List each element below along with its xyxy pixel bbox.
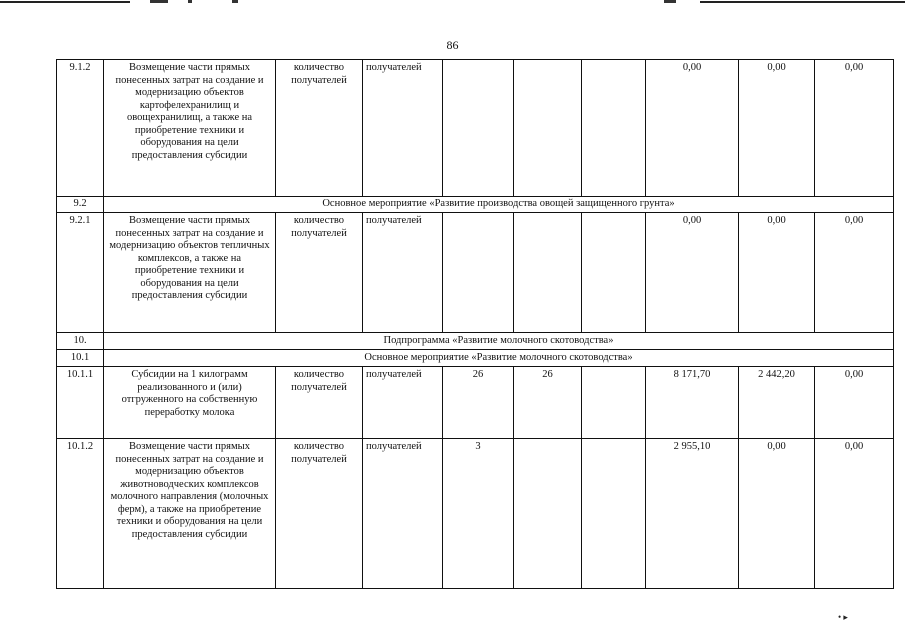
- section-row: [57, 197, 894, 213]
- row-number: 10.1.2: [57, 439, 104, 589]
- section-row: [57, 333, 894, 350]
- section-title: Подпрограмма «Развитие молочного скотоводства»: [104, 333, 894, 350]
- value-cell: [514, 439, 582, 589]
- top-border-line: [0, 0, 905, 4]
- value-cell: [514, 213, 582, 333]
- value-cell: 3: [443, 439, 514, 589]
- unit-cell: получателей: [363, 60, 443, 197]
- section-number: 10.1: [57, 350, 104, 367]
- measure-name: Возмещение части прямых понесенных затрат на создание и модернизацию объектов животноводческих комплексов молочного направления (молочных ферм), а также на приобретение техники и оборудования на цели предоставления субсидии: [104, 439, 276, 589]
- section-title: Основное мероприятие «Развитие производства овощей защищенного грунта»: [104, 197, 894, 213]
- table-row: [57, 60, 894, 197]
- row-number: 9.2.1: [57, 213, 104, 333]
- table-row: [57, 439, 894, 589]
- table-row: [57, 367, 894, 439]
- indicator-name: количество получателей: [276, 60, 363, 197]
- section-title: Основное мероприятие «Развитие молочного скотоводства»: [104, 350, 894, 367]
- finance-cell: 8 171,70: [646, 367, 739, 439]
- unit-cell: получателей: [363, 367, 443, 439]
- value-cell: [582, 439, 646, 589]
- section-number: 10.: [57, 333, 104, 350]
- finance-cell: 0,00: [739, 213, 815, 333]
- scan-marks: • ▸: [838, 612, 848, 622]
- finance-cell: 0,00: [815, 439, 894, 589]
- finance-cell: 0,00: [739, 60, 815, 197]
- finance-cell: 0,00: [646, 60, 739, 197]
- value-cell: [443, 213, 514, 333]
- value-cell: [514, 60, 582, 197]
- row-number: 10.1.1: [57, 367, 104, 439]
- finance-cell: 2 442,20: [739, 367, 815, 439]
- value-cell: [582, 213, 646, 333]
- finance-cell: 0,00: [815, 60, 894, 197]
- unit-cell: получателей: [363, 439, 443, 589]
- section-number: 9.2: [57, 197, 104, 213]
- row-number: 9.1.2: [57, 60, 104, 197]
- finance-cell: 0,00: [815, 367, 894, 439]
- measure-name: Субсидии на 1 килограмм реализованного и (или) отгруженного на собственную переработку молока: [104, 367, 276, 439]
- section-row: [57, 350, 894, 367]
- value-cell: [582, 60, 646, 197]
- finance-cell: 0,00: [815, 213, 894, 333]
- table-row: [57, 213, 894, 333]
- page-number: 86: [446, 38, 459, 52]
- unit-cell: получателей: [363, 213, 443, 333]
- value-cell: 26: [514, 367, 582, 439]
- program-indicators-table: [56, 59, 894, 589]
- measure-name: Возмещение части прямых понесенных затрат на создание и модернизацию объектов картофелехранилищ и овощехранилищ, а также на приобретение техники и оборудования на цели предоставления субсидии: [104, 60, 276, 197]
- value-cell: [582, 367, 646, 439]
- finance-cell: 0,00: [646, 213, 739, 333]
- indicator-name: количество получателей: [276, 213, 363, 333]
- measure-name: Возмещение части прямых понесенных затрат на создание и модернизацию объектов тепличных комплексов, а также на приобретение техники и оборудования на цели предоставления субсидии: [104, 213, 276, 333]
- indicator-name: количество получателей: [276, 367, 363, 439]
- value-cell: 26: [443, 367, 514, 439]
- indicator-name: количество получателей: [276, 439, 363, 589]
- finance-cell: 2 955,10: [646, 439, 739, 589]
- value-cell: [443, 60, 514, 197]
- finance-cell: 0,00: [739, 439, 815, 589]
